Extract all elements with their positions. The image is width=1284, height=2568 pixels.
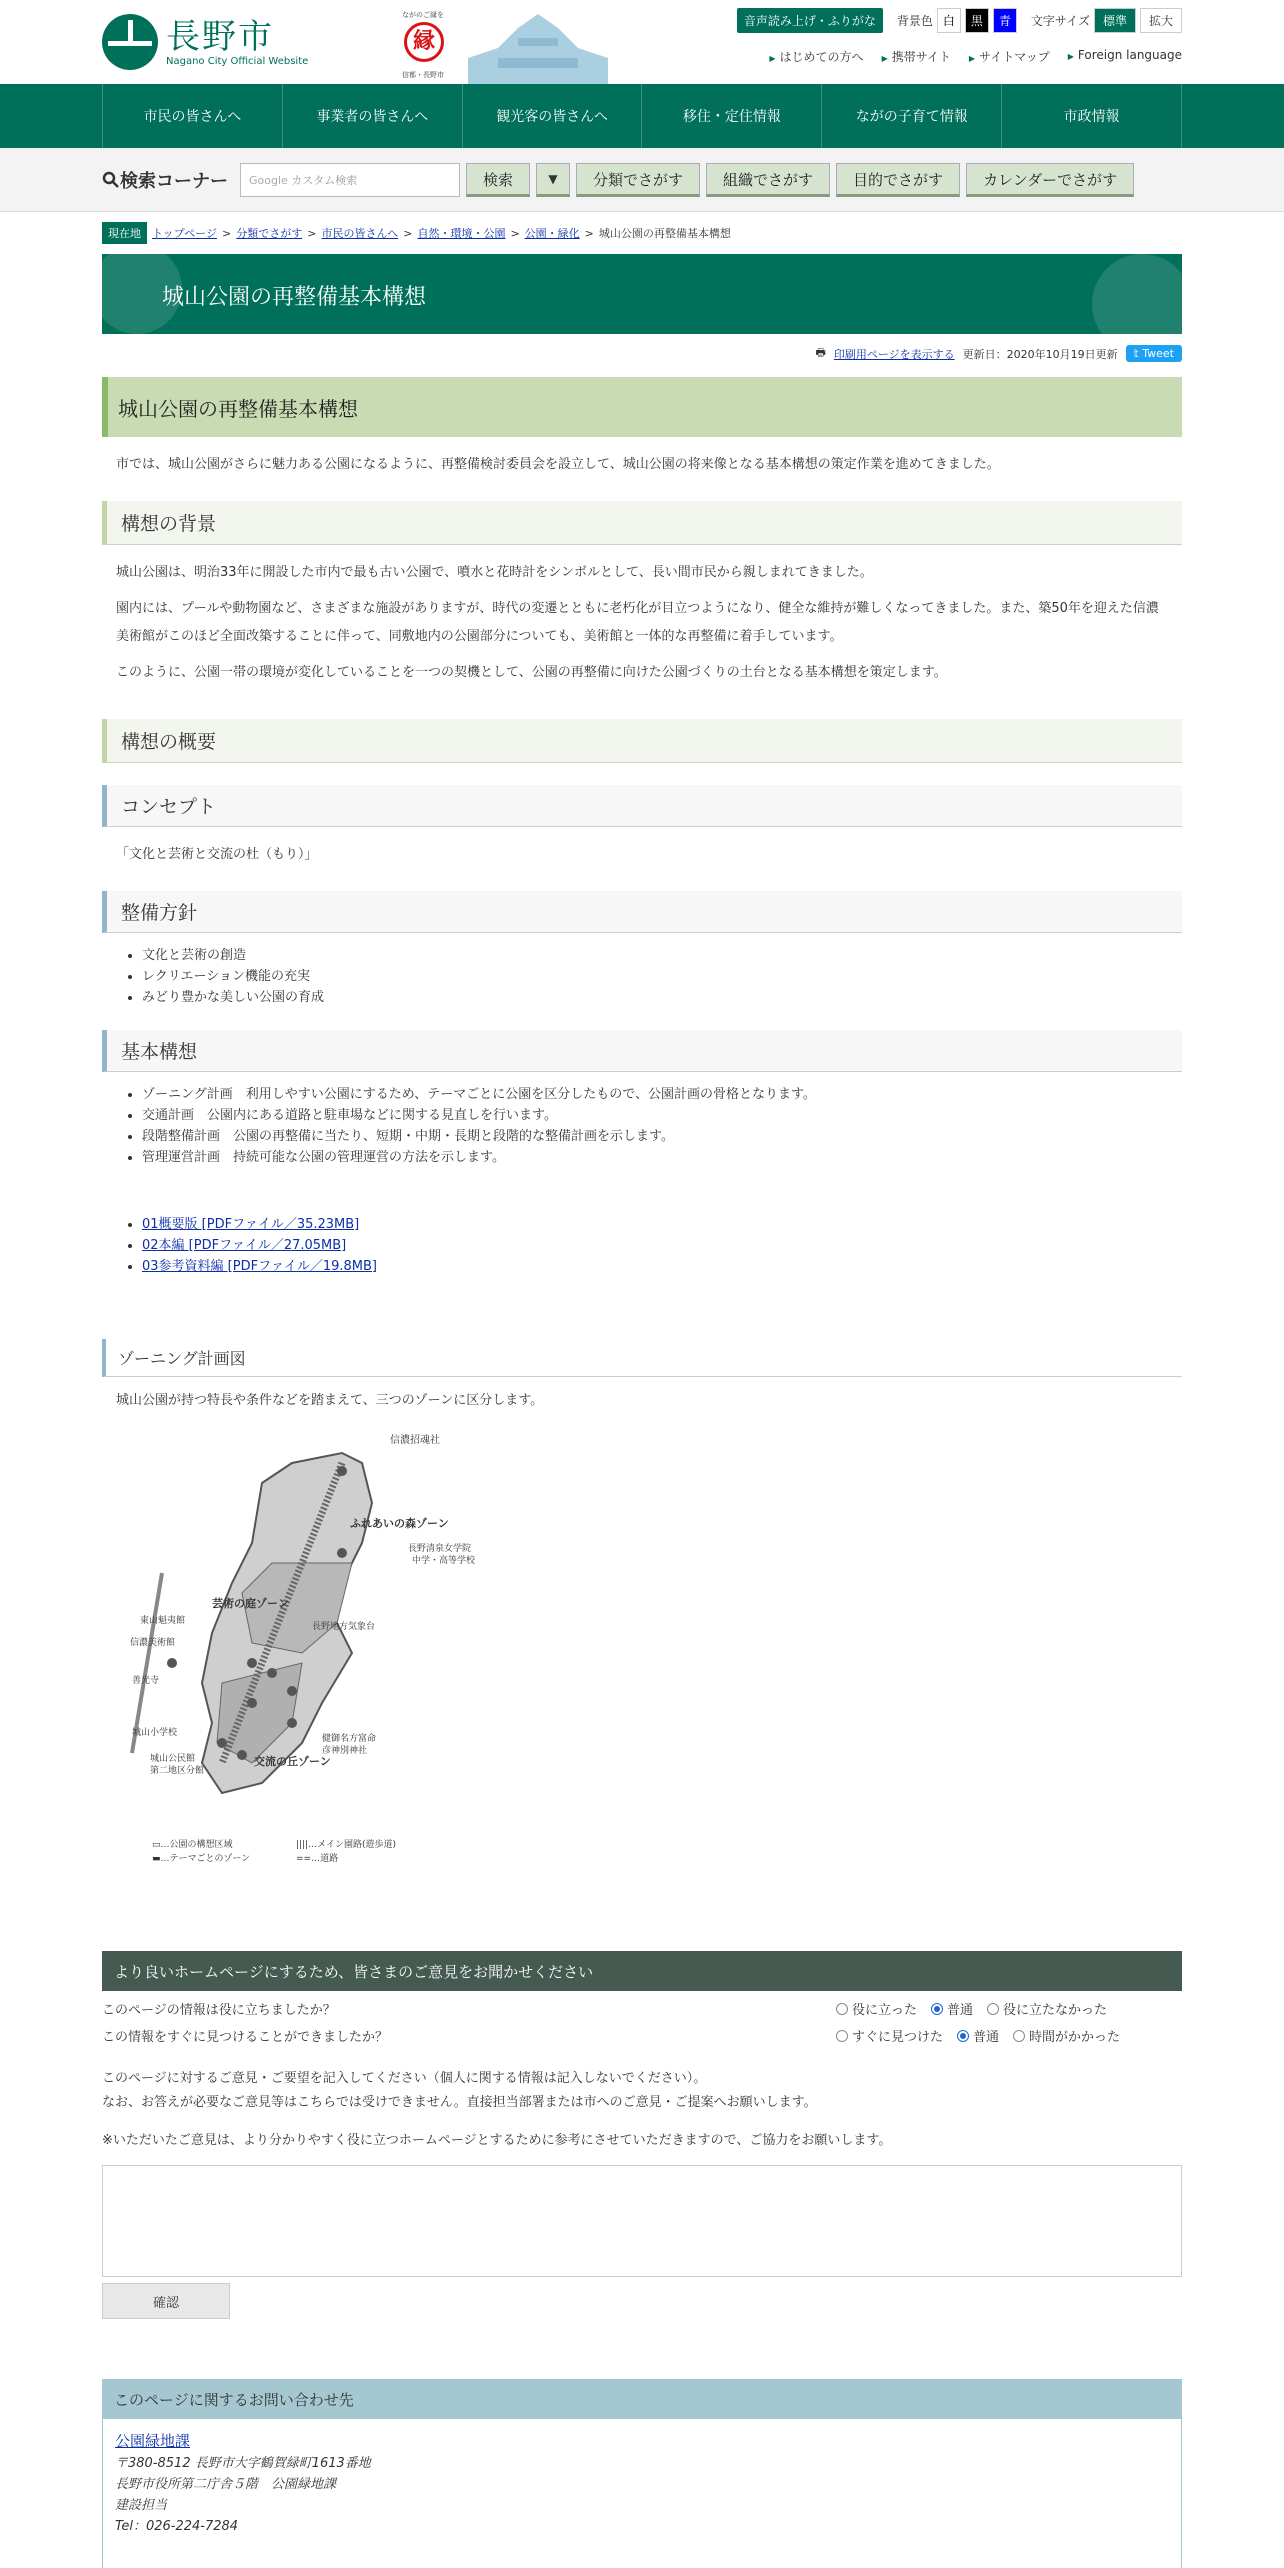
nav-business[interactable]: 事業者の皆さんへ [283, 84, 463, 148]
zoning-map-illustration [102, 1423, 502, 1883]
radio-checked-icon [957, 2030, 969, 2042]
background-paragraph-1: 城山公園は、明治33年に開設した市内で最も古い公園で、噴水と花時計をシンボルとして、長い間市民から親しまれてきました。 [116, 565, 873, 580]
radio-label: 普通 [973, 2030, 1000, 2045]
nagano-emblem-icon [102, 14, 158, 70]
feedback-submit-button[interactable]: 確認 [102, 2283, 230, 2319]
contact-address: 〒380-8512 長野市大字鶴賀緑町1613番地 [115, 2456, 371, 2471]
tweet-label: Tweet [1142, 347, 1174, 360]
tweet-button[interactable]: 𝕥 Tweet [1126, 345, 1182, 362]
link-foreign-language[interactable]: ▶ Foreign language [1068, 48, 1182, 65]
nav-tourists[interactable]: 観光客の皆さんへ [463, 84, 643, 148]
breadcrumb-nature[interactable]: 自然・環境・公園 [417, 227, 506, 240]
map-label-higashiyama: 東山魁夷館 [140, 1616, 186, 1626]
contact-heading: このページに関するお問い合わせ先 [102, 2379, 1182, 2419]
page-title: 城山公園の再整備基本構想 [162, 285, 427, 310]
radio-icon [836, 2003, 848, 2015]
list-item: • 管理運営計画 持続可能な公園の管理運営の方法を示します。 [142, 1147, 1182, 1168]
font-large-button[interactable]: 拡大 [1140, 8, 1182, 33]
radio-icon [1013, 2030, 1025, 2042]
search-by-calendar-button[interactable]: カレンダーでさがす [966, 163, 1134, 197]
q2-option-fast[interactable] [836, 2026, 943, 2045]
enishi-subcaption: 信都・長野市 [402, 71, 444, 79]
header-sub-links [769, 48, 1182, 65]
map-legend-2: ▬…テーマごとのゾーン [152, 1854, 251, 1864]
voice-reader-button[interactable]: 音声読み上げ・ふりがな [737, 8, 883, 33]
contact-tel: Tel：026-224-7284 [115, 2519, 239, 2534]
site-logo[interactable] [102, 14, 308, 70]
feedback-heading: より良いホームページにするため、皆さまのご意見をお聞かせください [102, 1951, 1182, 1991]
breadcrumb-category[interactable]: 分類でさがす [236, 227, 303, 240]
list-item: • 交通計画 公園内にある道路と駐車場などに関する見直しを行います。 [142, 1105, 1182, 1126]
font-size-label: 文字サイズ [1030, 14, 1090, 28]
feedback-q2-row [102, 2026, 1182, 2045]
radio-icon [987, 2003, 999, 2015]
bg-blue-button[interactable]: 青 [993, 8, 1017, 33]
feedback-note-2: なお、お答えが必要なご意見等はこちらでは受けできません。直接担当部署または市へのご意見・ご提案へお願いします。 [102, 2095, 817, 2110]
nav-migration[interactable]: 移住・定住情報 [642, 84, 822, 148]
global-nav [0, 84, 1284, 148]
map-legend-1: ▭…公園の構想区域 [152, 1840, 233, 1850]
q1-option-normal[interactable] [931, 1999, 973, 2018]
logo-english: Nagano City Official Website [166, 55, 309, 67]
feedback-q2: この情報をすぐに見つけることができましたか？ [102, 2030, 389, 2045]
nav-city-info[interactable]: 市政情報 [1002, 84, 1182, 148]
breadcrumb-top[interactable]: トップページ [152, 227, 218, 240]
search-by-purpose-button[interactable]: 目的でさがす [836, 163, 960, 197]
map-label-zenkoji: 善光寺 [132, 1676, 160, 1686]
search-icon [102, 171, 120, 189]
nav-childcare[interactable]: ながの子育て情報 [822, 84, 1002, 148]
map-label-art-zone: 芸術の庭ゾーン [212, 1597, 289, 1610]
map-label-shrine2: 健御名方富命 [322, 1734, 377, 1744]
map-label-school2: 中学・高等学校 [412, 1556, 476, 1566]
background-paragraph-2: 園内には、プールや動物園など、さまざまな施設がありますが、時代の変遷とともに老朽化が目立つようになり、健全な維持が難しくなってきました。また、築50年を迎えた信濃美術館がこのほど全面改築することに伴って、同敷地内の公園部分についても、美術館と一体的な再整備に着手しています。 [116, 601, 1159, 644]
bg-white-button[interactable]: 白 [937, 8, 961, 33]
page-title-banner [102, 254, 1182, 334]
print-page-link[interactable]: 印刷用ページを表示する [833, 347, 955, 361]
pdf-link-reference[interactable]: 03参考資料編 [PDFファイル／19.8MB] [142, 1259, 377, 1274]
q2-option-normal[interactable] [957, 2026, 999, 2045]
plan-list [102, 1084, 1182, 1168]
pdf-link-summary[interactable]: 01概要版 [PDFファイル／35.23MB] [142, 1217, 360, 1232]
link-first-time[interactable]: ▶ はじめての方へ [769, 48, 863, 65]
section-heading-overview: 構想の概要 [102, 719, 1182, 763]
radio-label: 時間がかかった [1029, 2030, 1121, 2045]
q2-option-slow[interactable] [1013, 2026, 1120, 2045]
map-legend-4: ==…道路 [296, 1854, 339, 1864]
map-label-shrine: 信濃招魂社 [390, 1435, 440, 1446]
bg-color-label: 背景色 [896, 14, 933, 28]
policy-list [102, 945, 1182, 1008]
radio-label: すぐに見つけた [852, 2030, 944, 2045]
intro-text: 市では、城山公園がさらに魅力ある公園になるように、再整備検討委員会を設立して、城山公園の将来像となる基本構想の策定作業を進めてきました。 [116, 457, 1000, 472]
link-sitemap[interactable]: ▶ サイトマップ [969, 48, 1050, 65]
list-item: • レクリエーション機能の充実 [142, 966, 1182, 987]
map-label-kominkan: 城山公民館 [150, 1754, 196, 1764]
map-label-kominkan2: 第二地区分館 [150, 1766, 205, 1776]
q1-option-not-useful[interactable] [987, 1999, 1107, 2018]
map-label-shrine3: 彦神別神社 [322, 1746, 368, 1756]
breadcrumb: 現在地 トップページ > 分類でさがす > 市民の皆さんへ > 自然・環境・公園 > 公園・緑化 > 城山公園の再整備基本構想 [102, 222, 1182, 244]
search-corner-label: 検索コーナー [120, 171, 228, 192]
map-label-forest-zone: ふれあいの森ゾーン [350, 1517, 449, 1530]
feedback-note-1: このページに対するご意見・ご要望を記入してください（個人に関する情報は記入しないでください）。 [102, 2071, 707, 2086]
feedback-textarea[interactable] [102, 2165, 1182, 2277]
leaf-decoration-icon [1092, 254, 1182, 334]
list-item: • 段階整備計画 公園の再整備に当たり、短期・中期・長期と段階的な整備計画を示します。 [142, 1126, 1182, 1147]
radio-icon [836, 2030, 848, 2042]
radio-label: 普通 [947, 2003, 974, 2018]
updated-date: 更新日：2020年10月19日更新 [962, 347, 1118, 361]
search-bar [0, 148, 1284, 212]
breadcrumb-current: 城山公園の再整備基本構想 [598, 227, 731, 240]
search-placeholder: カスタム検索 [291, 174, 358, 187]
font-standard-button[interactable]: 標準 [1094, 8, 1136, 33]
contact-dept-link[interactable]: 公園緑地課 [115, 2432, 191, 2450]
link-mobile[interactable]: ▶ 携帯サイト [882, 48, 951, 65]
list-item: • みどり豊かな美しい公園の育成 [142, 987, 1182, 1008]
map-label-elementary: 城山小学校 [132, 1728, 178, 1738]
zoning-map [102, 1423, 502, 1883]
concept-text: 「文化と芸術と交流の杜（もり）」 [116, 847, 318, 862]
pdf-link-list [102, 1214, 1182, 1277]
background-paragraph-3: このように、公園一帯の環境が変化していることを一つの契機として、公園の再整備に向けた公園づくりの土台となる基本構想を策定します。 [116, 665, 947, 680]
pdf-link-main[interactable]: 02本編 [PDFファイル／27.05MB] [142, 1238, 347, 1253]
enishi-caption: ながのご縁を [402, 11, 444, 19]
site-header [102, 0, 1182, 84]
search-input[interactable] [240, 163, 460, 197]
page-tools [102, 344, 1182, 363]
map-label-weather: 長野地方気象台 [312, 1622, 376, 1632]
map-label-museum: 信濃美術館 [130, 1638, 176, 1648]
breadcrumb-parks[interactable]: 公園・緑化 [524, 227, 580, 240]
contact-section: 建設担当 [115, 2498, 168, 2513]
section-heading-plan: 基本構想 [102, 1030, 1182, 1072]
bg-black-button[interactable]: 黒 [965, 8, 989, 33]
enishi-banner[interactable] [402, 8, 632, 84]
logo-name: 長野市 [166, 16, 274, 57]
section-heading-concept: コンセプト [102, 785, 1182, 827]
chevron-down-icon[interactable]: ▼ [536, 163, 570, 197]
nav-citizens[interactable]: 市民の皆さんへ [103, 84, 283, 148]
map-legend-3: ||||…メイン園路(遊歩道) [296, 1840, 396, 1850]
contact-body [102, 2419, 1182, 2568]
radio-label: 役に立った [852, 2003, 918, 2018]
list-item: • 文化と芸術の創造 [142, 945, 1182, 966]
feedback-q1: このページの情報は役に立ちましたか？ [102, 2003, 336, 2018]
main-content [102, 377, 1182, 2568]
map-label-school: 長野清泉女学院 [408, 1544, 472, 1554]
google-mark: Google [249, 173, 288, 187]
breadcrumb-citizens[interactable]: 市民の皆さんへ [321, 227, 399, 240]
feedback-note-3: ※いただいたご意見は、より分かりやすく役に立つホームページとするために参考にさせていただきますので、ご協力をお願いします。 [102, 2133, 892, 2148]
castle-illustration-icon [458, 8, 618, 84]
feedback-q1-row [102, 1999, 1182, 2018]
map-label-exchange-zone: 交流の丘ゾーン [254, 1755, 331, 1768]
printer-icon: 🖶 [815, 346, 826, 359]
breadcrumb-here-label: 現在地 [102, 222, 147, 244]
section-heading-main: 城山公園の再整備基本構想 [102, 377, 1182, 437]
zoning-text: 城山公園が持つ特長や条件などを踏まえて、三つのゾーンに区分します。 [116, 1393, 544, 1408]
search-by-organization-button[interactable]: 組織でさがす [706, 163, 830, 197]
radio-checked-icon [931, 2003, 943, 2015]
radio-label: 役に立たなかった [1003, 2003, 1108, 2018]
search-button[interactable]: 検索 [466, 163, 530, 197]
section-heading-policy: 整備方針 [102, 891, 1182, 933]
search-by-category-button[interactable]: 分類でさがす [576, 163, 700, 197]
search-corner-title [102, 167, 228, 193]
section-heading-zoning: ゾーニング計画図 [102, 1339, 1182, 1377]
q1-option-useful[interactable] [836, 1999, 917, 2018]
contact-building: 長野市役所第二庁舎５階 公園緑地課 [115, 2477, 337, 2492]
enishi-seal: 縁 [404, 22, 444, 62]
section-heading-background: 構想の背景 [102, 501, 1182, 545]
list-item: • ゾーニング計画 利用しやすい公園にするため、テーマごとに公園を区分したもので、公園計画の骨格となります。 [142, 1084, 1182, 1105]
